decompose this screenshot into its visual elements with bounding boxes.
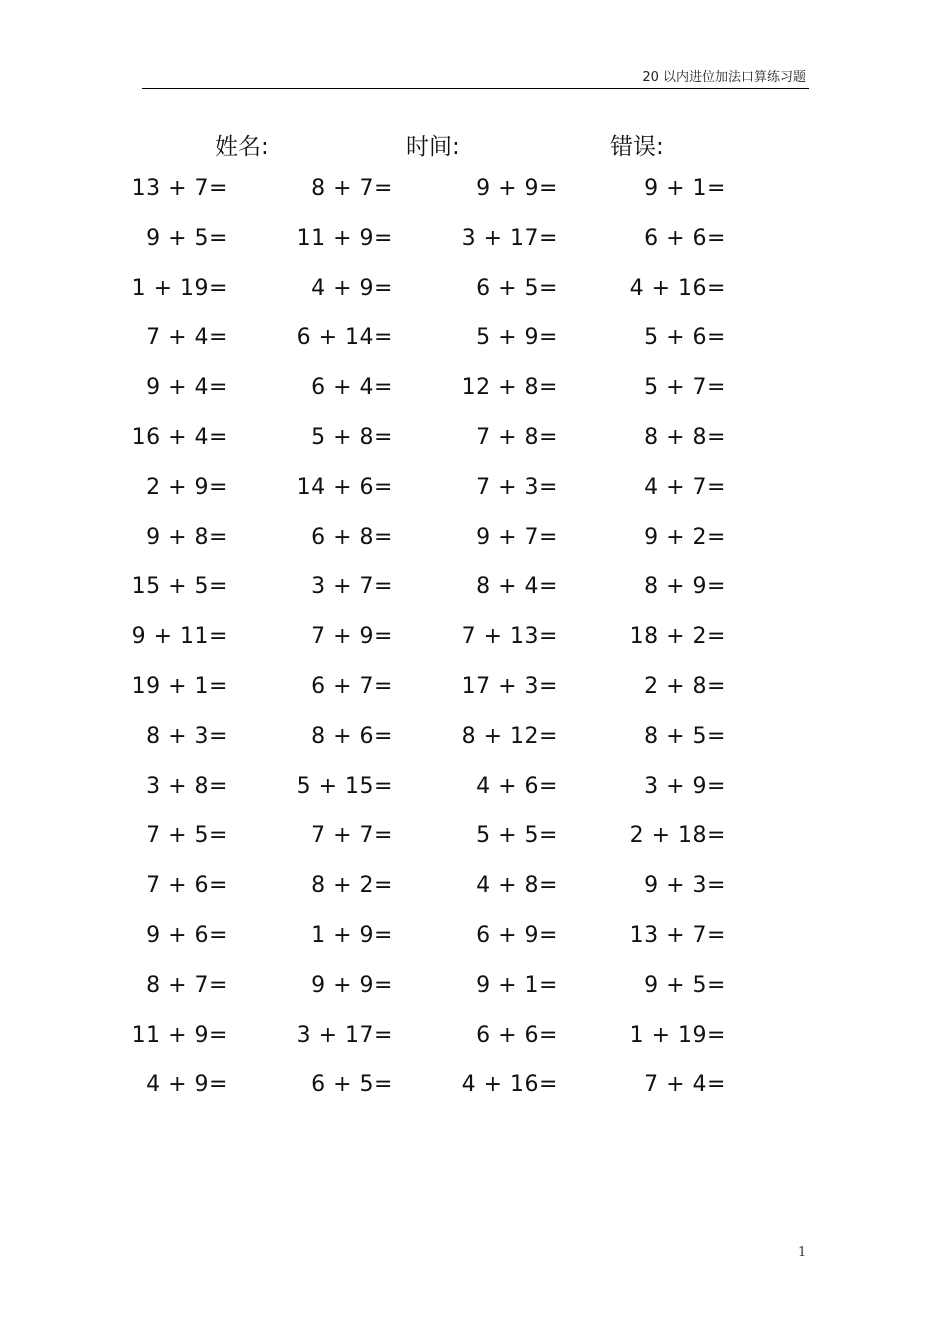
- problem-item: 9 + 6=: [146, 923, 228, 948]
- problem-item: 7 + 6=: [146, 873, 228, 899]
- problem-item: 8 + 4=: [476, 574, 558, 600]
- time-label: 时间:: [406, 134, 460, 160]
- problem-item: 11 + 9=: [296, 225, 393, 251]
- problem-item: 7 + 3=: [476, 474, 558, 500]
- problem-item: 8 + 5=: [644, 723, 726, 749]
- problem-item: 5 + 7=: [644, 375, 726, 401]
- problem-item: 6 + 5=: [311, 1072, 393, 1098]
- problem-item: 8 + 3=: [146, 723, 228, 749]
- problem-item: 6 + 5=: [476, 275, 558, 301]
- problem-item: 2 + 8=: [644, 674, 726, 699]
- problem-item: 4 + 9=: [146, 1072, 228, 1098]
- problem-item: 9 + 4=: [146, 375, 228, 401]
- problem-item: 7 + 13=: [461, 624, 558, 650]
- problem-item: 8 + 12=: [461, 723, 558, 749]
- problem-item: 6 + 9=: [476, 923, 558, 948]
- problem-item: 9 + 3=: [644, 873, 726, 899]
- problem-item: 18 + 2=: [629, 624, 726, 650]
- problem-item: 4 + 16=: [461, 1072, 558, 1098]
- problem-item: 3 + 17=: [461, 225, 558, 251]
- problem-item: 4 + 9=: [311, 275, 393, 301]
- problem-item: 6 + 7=: [311, 674, 393, 699]
- problem-item: 8 + 7=: [311, 176, 393, 201]
- problem-item: 6 + 4=: [311, 375, 393, 401]
- header-title: 20 以内进位加法口算练习题: [642, 70, 806, 85]
- problem-item: 7 + 5=: [146, 823, 228, 849]
- problem-item: 5 + 9=: [476, 325, 558, 351]
- problem-item: 6 + 6=: [476, 1022, 558, 1048]
- problem-item: 9 + 9=: [311, 972, 393, 998]
- problem-item: 9 + 7=: [476, 524, 558, 550]
- problem-item: 9 + 2=: [644, 524, 726, 550]
- problem-item: 16 + 4=: [131, 425, 228, 450]
- problem-item: 13 + 7=: [131, 176, 228, 201]
- problem-item: 8 + 6=: [311, 723, 393, 749]
- problem-item: 9 + 1=: [644, 176, 726, 201]
- header-rule: [142, 88, 809, 89]
- problem-item: 5 + 15=: [296, 773, 393, 799]
- problem-item: 3 + 7=: [311, 574, 393, 600]
- problem-item: 1 + 9=: [311, 923, 393, 948]
- problem-item: 4 + 6=: [476, 773, 558, 799]
- page-number: 1: [798, 1245, 807, 1260]
- problem-item: 7 + 4=: [644, 1072, 726, 1098]
- problem-item: 12 + 8=: [461, 375, 558, 401]
- problem-item: 6 + 8=: [311, 524, 393, 550]
- problem-item: 4 + 16=: [629, 275, 726, 301]
- problem-item: 7 + 8=: [476, 425, 558, 450]
- problem-item: 3 + 9=: [644, 773, 726, 799]
- problem-item: 8 + 2=: [311, 873, 393, 899]
- problem-item: 2 + 9=: [146, 474, 228, 500]
- problem-item: 15 + 5=: [131, 574, 228, 600]
- problem-item: 9 + 11=: [131, 624, 228, 650]
- problem-item: 4 + 7=: [644, 474, 726, 500]
- problem-item: 7 + 4=: [146, 325, 228, 351]
- name-label: 姓名:: [215, 134, 269, 160]
- problem-item: 9 + 1=: [476, 972, 558, 998]
- problem-item: 4 + 8=: [476, 873, 558, 899]
- problem-item: 9 + 5=: [644, 972, 726, 998]
- problem-item: 11 + 9=: [131, 1022, 228, 1048]
- problem-item: 1 + 19=: [629, 1022, 726, 1048]
- problem-item: 6 + 6=: [644, 225, 726, 251]
- problem-item: 14 + 6=: [296, 474, 393, 500]
- errors-label: 错误:: [610, 134, 664, 160]
- problem-item: 9 + 8=: [146, 524, 228, 550]
- problem-item: 19 + 1=: [131, 674, 228, 699]
- problem-item: 3 + 8=: [146, 773, 228, 799]
- problem-item: 5 + 6=: [644, 325, 726, 351]
- problem-item: 5 + 8=: [311, 425, 393, 450]
- problem-item: 17 + 3=: [461, 674, 558, 699]
- problem-item: 9 + 5=: [146, 225, 228, 251]
- problem-item: 5 + 5=: [476, 823, 558, 849]
- problem-item: 7 + 7=: [311, 823, 393, 849]
- problem-item: 8 + 8=: [644, 425, 726, 450]
- problem-item: 13 + 7=: [629, 923, 726, 948]
- problem-item: 7 + 9=: [311, 624, 393, 650]
- problem-item: 8 + 7=: [146, 972, 228, 998]
- problem-item: 6 + 14=: [296, 325, 393, 351]
- problem-item: 1 + 19=: [131, 275, 228, 301]
- problem-item: 8 + 9=: [644, 574, 726, 600]
- problem-item: 9 + 9=: [476, 176, 558, 201]
- problem-item: 2 + 18=: [629, 823, 726, 849]
- problem-item: 3 + 17=: [296, 1022, 393, 1048]
